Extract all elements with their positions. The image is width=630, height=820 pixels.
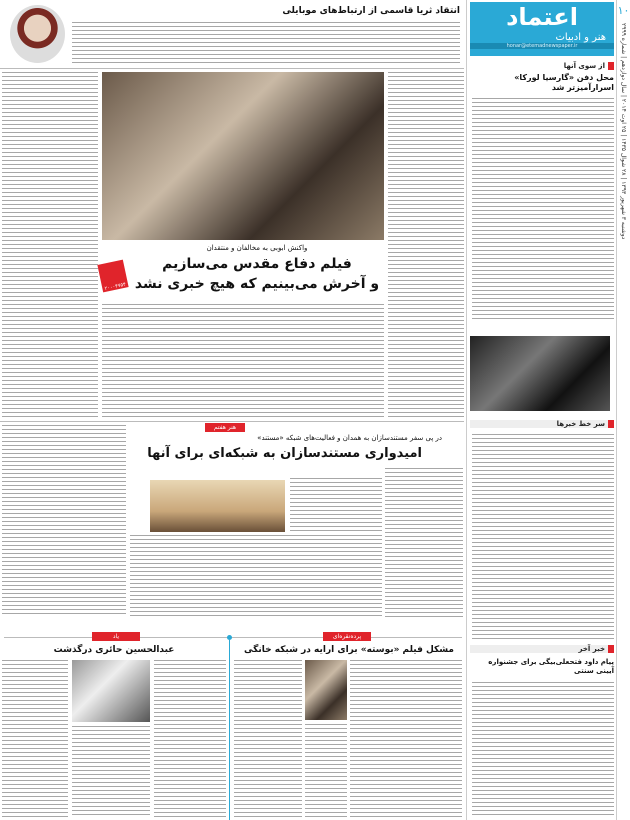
lead-text <box>102 304 384 417</box>
sidebar-section-header: سر خط خبرها <box>470 420 614 428</box>
bottom-right-text <box>350 660 462 818</box>
lead-kicker: واکنش ابوبی به مخالفان و منتقدان <box>206 244 308 252</box>
sidebar-section-header: از سوی آنها <box>470 62 614 70</box>
middle-kicker: در پی سفر مستندسازان به همدان و فعالیت‌های شبکه «مستند» <box>257 434 442 442</box>
page-number: ۱۰ <box>617 4 630 17</box>
section-tag: هنر هفتم <box>205 423 245 432</box>
middle-text <box>290 478 382 533</box>
bousteh-photo <box>305 660 347 720</box>
section-title: هنر و ادبیات <box>555 32 606 43</box>
masthead-logo: اعتماد <box>506 3 578 31</box>
middle-left-column <box>2 425 126 617</box>
horse-riders-photo <box>150 480 285 532</box>
red-stamp <box>97 260 128 293</box>
dateline-strip <box>616 0 630 820</box>
bottom-left-text <box>2 660 68 818</box>
bottom-left-text <box>154 660 226 818</box>
sidebar-article-text <box>472 98 614 320</box>
top-story-text <box>72 22 460 65</box>
middle-headline[interactable]: امیدواری مستندسازان به شبکه‌ای برای آنها <box>147 446 422 461</box>
column-divider <box>466 0 467 820</box>
top-story-headline[interactable]: انتقاد ثریا قاسمی از ارتباط‌های موبایلی <box>282 6 460 16</box>
divider <box>0 421 464 422</box>
bottom-left-headline[interactable]: عبدالحسین حائری درگذشت <box>53 645 175 655</box>
sidebar-section-header: خبر آخر <box>470 645 614 653</box>
sidebar-headline[interactable]: محل دفن «گارسیا لورکا» اسرارآمیزتر شد <box>514 73 614 92</box>
bottom-right-text <box>305 724 347 818</box>
haeri-photo <box>72 660 150 722</box>
bottom-right-text <box>234 660 302 818</box>
middle-right-column <box>385 468 463 617</box>
stamp-number: ۲۰۰۰۴۷۵۴ <box>104 281 127 292</box>
masthead <box>470 2 614 56</box>
section-tag: یاد <box>92 632 140 641</box>
divider <box>4 637 462 638</box>
lead-left-column <box>2 72 98 417</box>
lorca-photo <box>470 336 610 411</box>
dateline: دوشنبه ۳ شهریور ۱۳۹۳ | ۲۸ شوال ۱۴۳۵ | ۲۵ اوت ۲۰۱۴ | سال دوازدهم | شماره ۲۹۹۹ <box>620 23 627 240</box>
bottom-left-text <box>72 726 150 818</box>
lead-headline[interactable]: و آخرش می‌بینیم که هیچ خبری نشد <box>134 276 380 292</box>
author-portrait <box>10 5 65 63</box>
section-email: honar@etemadnewspaper.ir <box>470 43 614 49</box>
news-briefs <box>472 434 614 639</box>
column-divider <box>229 640 230 820</box>
lead-photo <box>102 72 384 240</box>
bottom-right-headline[interactable]: مشکل فیلم «بوسته» برای ارایه در شبکه خانگی <box>244 645 454 655</box>
middle-text <box>130 535 382 617</box>
section-tag: پرده‌نقره‌ای <box>323 632 371 641</box>
lead-headline[interactable]: فیلم دفاع مقدس می‌سازیم <box>162 256 352 272</box>
divider <box>0 68 464 69</box>
sidebar-article-text <box>472 682 614 816</box>
sidebar-headline[interactable]: پیام داود فتحعلی‌بیگی برای جشنواره آیینی سنتی <box>488 658 614 675</box>
lead-right-column <box>388 72 464 417</box>
